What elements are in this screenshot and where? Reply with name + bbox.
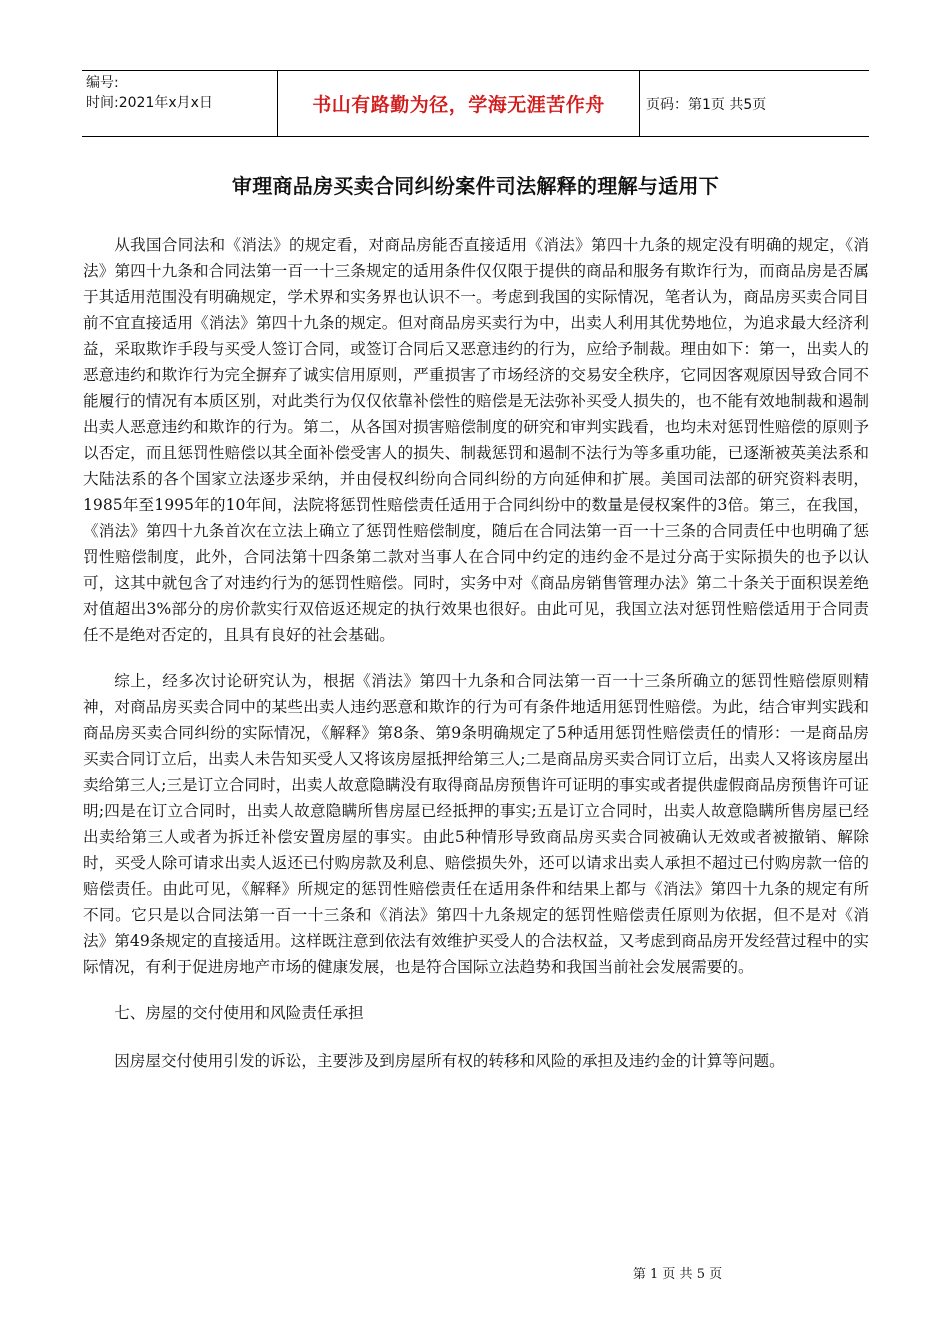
- document-body: [83, 232, 869, 1094]
- header-meta: [82, 71, 278, 136]
- section-heading: 七、房屋的交付使用和风险责任承担: [114, 1004, 364, 1022]
- paragraph: 因房屋交付使用引发的诉讼，主要涉及到房屋所有权的转移和风险的承担及违约金的计算等问题。: [114, 1052, 785, 1070]
- page-header: [82, 70, 869, 137]
- header-motto: 书山有路勤为径，学海无涯苦作舟: [278, 71, 640, 136]
- page-footer: 第 1 页 共 5 页: [632, 1267, 723, 1282]
- paragraph: 综上，经多次讨论研究认为，根据《消法》第四十九条和合同法第一百一十三条所确立的惩罚性赔偿原则精神，对商品房买卖合同中的某些出卖人违约恶意和欺诈的行为可有条件地适用惩罚性赔偿。为此，结合审判实践和商品房买卖合同纠纷的实际情况，《解释》第8条、第9条明确规定了5种适用惩罚性赔偿责任的情形：一是商品房买卖合同订立后，出卖人未告知买受人又将该房屋抵押给第三人;二是商品房买卖合同订立后，出卖人又将该房屋出卖给第三人;三是订立合同时，出卖人故意隐瞒没有取得商品房预售许可证明的事实或者提供虚假商品房预售许可证明;四是在订立合同时，出卖人故意隐瞒所售房屋已经抵押的事实;五是订立合同时，出卖人故意隐瞒所售房屋已经出卖给第三人或者为拆迁补偿安置房屋的事实。由此5种情形导致商品房买卖合同被确认无效或者被撤销、解除时，买受人除可请求出卖人返还已付购房款及利息、赔偿损失外，还可以请求出卖人承担不超过已付购房款一倍的赔偿责任。由此可见，《解释》所规定的惩罚性赔偿责任在适用条件和结果上都与《消法》第四十九条的规定有所不同。它只是以合同法第一百一十三条和《消法》第四十九条规定的惩罚性赔偿责任原则为依据，但不是对《消法》第49条规定的直接适用。这样既注意到依法有效维护买受人的合法权益，又考虑到商品房开发经营过程中的实际情况，有利于促进房地产市场的健康发展，也是符合国际立法趋势和我国当前社会发展需要的。: [83, 672, 869, 976]
- serial-number-label: 编号:: [86, 75, 119, 91]
- paragraph: 从我国合同法和《消法》的规定看，对商品房能否直接适用《消法》第四十九条的规定没有明确的规定，《消法》第四十九条和合同法第一百一十三条规定的适用条件仅仅限于提供的商品和服务有欺诈行为，而商品房是否属于其适用范围没有明确规定，学术界和实务界也认识不一。考虑到我国的实际情况，笔者认为，商品房买卖合同目前不宜直接适用《消法》第四十九条的规定。但对商品房买卖行为中，出卖人利用其优势地位，为追求最大经济利益，采取欺诈手段与买受人签订合同，或签订合同后又恶意违约的行为，应给予制裁。理由如下：第一，出卖人的恶意违约和欺诈行为完全摒弃了诚实信用原则，严重损害了市场经济的交易安全秩序，它同因客观原因导致合同不能履行的情况有本质区别，对此类行为仅仅依靠补偿性的赔偿是无法弥补买受人损失的，也不能有效地制裁和遏制出卖人恶意违约和欺诈的行为。第二，从各国对损害赔偿制度的研究和审判实践看，也均未对惩罚性赔偿的原则予以否定，而且惩罚性赔偿以其全面补偿受害人的损失、制裁惩罚和遏制不法行为等多重功能，已逐渐被英美法系和大陆法系的各个国家立法逐步采纳，并由侵权纠纷向合同纠纷的方向延伸和扩展。美国司法部的研究资料表明， 1985年至1995年的10年间，法院将惩罚性赔偿责任适用于合同纠纷中的数量是侵权案件的3倍。第三，在我国，《消法》第四十九条首次在立法上确立了惩罚性赔偿制度，随后在合同法第一百一十三条的合同责任中也明确了惩罚性赔偿制度，此外，合同法第十四条第二款对当事人在合同中约定的违约金不是过分高于实际损失的也予以认可，这其中就包含了对违约行为的惩罚性赔偿。同时，实务中对《商品房销售管理办法》第二十条关于面积误差绝对值超出3%部分的房价款实行双倍返还规定的执行效果也很好。由此可见，我国立法对惩罚性赔偿适用于合同责任不是绝对否定的，且具有良好的社会基础。: [83, 236, 869, 644]
- header-page-info: 页码：第1页 共5页: [646, 96, 767, 113]
- document-title: 审理商品房买卖合同纠纷案件司法解释的理解与适用下: [231, 174, 720, 198]
- date-label: 时间:2021年x月x日: [86, 95, 213, 111]
